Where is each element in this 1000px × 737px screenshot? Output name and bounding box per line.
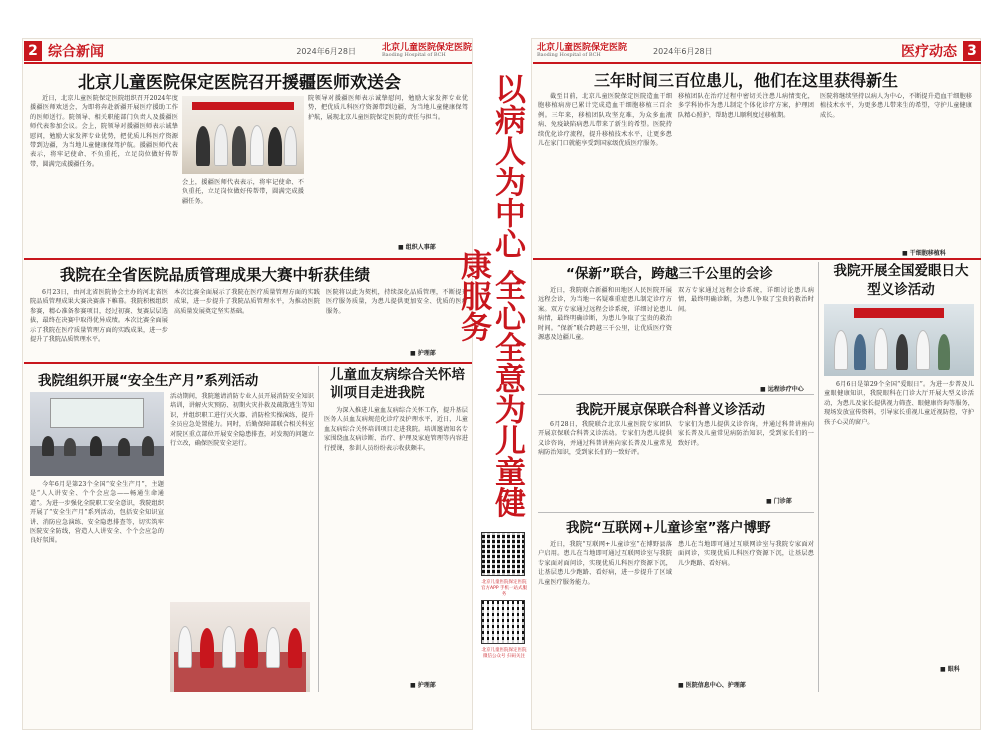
article-headline: 儿童血友病综合关怀培训项目走进我院: [330, 367, 465, 401]
article-body: 今年6月是第23个全国“安全生产月”，主题是“人人讲安全、个个会应急——畅通生命通道”。为进一步强化全院职工安全意识，我院组织开展了“安全生产月”系列活动，包括安全知识宣讲、消防应急演练、安全隐患排查等，切实筑牢医院安全防线，营造人人讲安全、个个会应急的良好氛围。: [30, 481, 164, 545]
article-body-continued: 活动期间，我院邀请消防专业人员开展消防安全知识培训，讲解火灾预防、初期火灾扑救及疏散逃生等知识，并组织职工进行灭火器、消防栓实操演练，提升全员应急处置能力。同时，后勤保障部联合相关科室对院区重点部位开展安全隐患排查，对发现的问题立行立改，确保医院安全运行。: [170, 393, 314, 448]
article-body-continued: 患儿在当地即可通过互联网诊室与我院专家面对面问诊，实现优质儿科医疗资源下沉，让基层患儿少跑路、看好病。: [678, 541, 814, 567]
article-body-continued: 会上，援疆医师代表表示，将牢记使命、不负重托，立足岗位做好传帮带，圆满完成援疆任务。: [182, 179, 304, 205]
section-name: 综合新闻: [48, 44, 104, 60]
article-headline: 北京儿童医院保定医院召开援疆医师欢送会: [78, 73, 401, 93]
right-page-header: [533, 40, 981, 64]
column-divider: [318, 366, 319, 692]
article-byline: ■ 眼科: [940, 666, 960, 673]
article-body-continued: 移植团队在治疗过程中密切关注患儿病情变化，多学科协作为患儿制定个体化诊疗方案，护理团队精心照护，帮助患儿顺利度过移植期。: [678, 93, 814, 119]
qr-code-caption: 北京儿童医院保定医院微信公众号 扫码关注: [481, 648, 527, 659]
section-divider: [538, 512, 814, 513]
article-headline: 我院“互联网+儿童诊室”落户博野: [566, 520, 771, 536]
column-divider: [818, 262, 819, 692]
article-body: 近日，我院“互联网+儿童诊室”在博野县落户启用。患儿在当地即可通过互联网诊室与我院专家面对面问诊，实现优质儿科医疗资源下沉，让基层患儿少跑路、看好病，进一步提升了区域儿童医疗服务能力。: [538, 541, 672, 586]
qr-code-app[interactable]: [481, 532, 525, 576]
article-headline: 我院开展京保联合科普义诊活动: [576, 402, 765, 418]
article-byline: ■ 护理部: [410, 350, 436, 357]
section-divider: [533, 258, 981, 260]
section-divider: [24, 362, 472, 364]
article-body-continued: 专家们为患儿提供义诊咨询，并通过科普讲座向家长普及儿童常见病防治知识，受到家长们的一致好评。: [678, 421, 814, 447]
article-byline: ■ 组织人事部: [398, 244, 436, 251]
article-body-continued: 医院将继续坚持以病人为中心，不断提升造血干细胞移植技术水平，为更多患儿带来生的希望，守护儿童健康成长。: [820, 93, 972, 119]
article-body: 6月28日，我院联合北京儿童医院专家团队开展京保联合科普义诊活动。专家们为患儿提供义诊咨询，并通过科普讲座向家长普及儿童常见病防治知识，受到家长们的一致好评。: [538, 421, 672, 457]
section-divider: [538, 394, 814, 395]
article-byline: ■ 门诊部: [766, 498, 792, 505]
article-body-continued: 医院将以此为契机，持续深化品质管理，不断提升医疗服务质量，为患儿提供更加安全、优质的医疗服务。: [326, 289, 468, 315]
article-photo: [30, 392, 164, 476]
article-byline: ■ 医院信息中心、护理部: [678, 682, 746, 689]
article-byline: ■ 护理部: [410, 682, 436, 689]
article-body: 为深入推进儿童血友病综合关怀工作，提升基层医务人员血友病规范化诊疗及护理水平，近日，儿童血友病综合关怀培训项目走进我院。培训邀请知名专家围绕血友病诊断、治疗、护理及家庭管理等内容进行授课，参训人员纷纷表示收获颇丰。: [324, 407, 468, 452]
article-byline: ■ 远程诊疗中心: [760, 386, 804, 393]
article-headline: 三年时间三百位患儿，他们在这里获得新生: [594, 71, 899, 90]
left-page-header: [24, 40, 472, 64]
qr-code-wechat[interactable]: [481, 600, 525, 644]
issue-date: 2024年6月28日: [653, 46, 713, 56]
article-photo: [170, 602, 310, 692]
article-photo: [182, 96, 304, 174]
article-headline: 我院在全省医院品质管理成果大赛中斩获佳绩: [60, 266, 371, 284]
article-body: 6月23日，由河北省医院协会主办的河北省医院品质管理成果大赛决赛落下帷幕。我院积极组织参赛，精心准备参赛项目，经过初赛、复赛层层选拔，最终在决赛中取得优异成绩。本次比赛全面展示了我院在医疗质量管理方面的实践成果，进一步提升了我院品质管理水平。: [30, 289, 168, 344]
section-divider: [24, 258, 472, 260]
article-headline: 我院组织开展“安全生产月”系列活动: [38, 373, 259, 389]
article-body-continued: 院领导对援疆医师表示诚挚慰问，勉励大家发挥专业优势，把优质儿科医疗资源带到边疆，为当地儿童健康保驾护航，展现北京儿童医院保定医院的责任与担当。: [308, 95, 468, 121]
article-body: 截至目前，北京儿童医院保定医院造血干细胞移植病房已累计完成造血干细胞移植三百余例。三年来，移植团队攻坚克难，为众多血液病、免疫缺陷病患儿带来了新生的希望。医院持续优化诊疗流程，提升移植技术水平，让更多患儿在家门口就能享受到国家级优质医疗服务。: [538, 93, 672, 148]
article-body-continued: 本次比赛全面展示了我院在医疗质量管理方面的实践成果，进一步提升了我院品质管理水平，为推动医院高质量发展奠定坚实基础。: [174, 289, 320, 315]
article-body: 6月6日是第29个全国“爱眼日”。为进一步普及儿童眼健康知识，我院眼科在门诊大厅开展大型义诊活动，为患儿及家长提供视力筛查、眼健康咨询等服务，现场发放宣传资料，引导家长重视儿童近视防控，守护孩子心灵的窗户。: [824, 381, 974, 426]
article-photo: [824, 304, 974, 376]
article-body: 近日，北京儿童医院保定医院组织召开2024年度援疆医师欢送会，为即将奔赴新疆开展医疗援助工作的医师送行。院领导、相关职能部门负责人及援疆医师代表参加会议。会上，院领导对援疆医师表示诚挚慰问，勉励大家发挥专业优势，把优质儿科医疗资源带到边疆，为当地儿童健康保驾护航。援疆医师代表表示，将牢记使命、不负重托，立足岗位做好传帮带，圆满完成援疆任务。: [30, 95, 178, 168]
article-byline: ■ 干细胞移植科: [902, 250, 946, 257]
article-body-continued: 双方专家通过远程会诊系统，详细讨论患儿病情，最终明确诊断，为患儿争取了宝贵的救治时间。: [678, 287, 814, 313]
masthead: 北京儿童医院保定医院 Baoding Hospital of BCH: [537, 43, 628, 58]
issue-date: 2024年6月28日: [296, 46, 356, 56]
qr-code-caption: 北京儿童医院保定医院官方APP 手机一站式服务: [481, 580, 527, 597]
page-number-badge: 3: [963, 41, 981, 61]
article-headline: 我院开展全国爱眼日大型义诊活动: [833, 263, 969, 298]
masthead: 北京儿童医院保定医院 Baoding Hospital of BCH: [381, 43, 472, 58]
spine-slogan: 以病人为中心 全心全意为儿童健康服务: [455, 72, 525, 518]
article-body: 近日，我院联合新疆和田地区人民医院开展远程会诊，为当地一名疑难重症患儿制定诊疗方案。双方专家通过远程会诊系统，详细讨论患儿病情，最终明确诊断，为患儿争取了宝贵的救治时间。“保新”联合跨越三千公里，让优质医疗资源惠及边疆儿童。: [538, 287, 672, 342]
article-headline: “保新”联合，跨越三千公里的会诊: [566, 266, 773, 282]
page-number-badge: 2: [24, 41, 42, 61]
section-name: 医疗动态: [901, 44, 957, 60]
